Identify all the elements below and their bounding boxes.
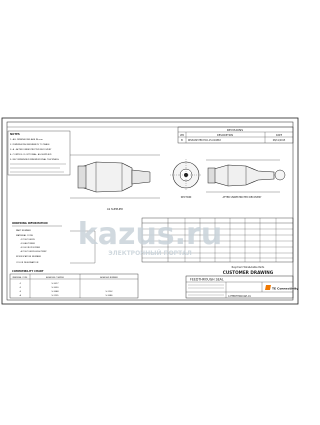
watermark-text: kazus.ru: [77, 217, 223, 252]
compat-r2-c2: S-1030: [51, 287, 59, 289]
rev-col-desc: DESCRIPTION: [216, 133, 234, 137]
ordering-line-5: -3 FLUOROPOLYMER: [20, 247, 41, 249]
part-title: FEEDTHROUGH SEAL: [190, 277, 224, 282]
notes-header: NOTES: [10, 133, 20, 136]
drawing-number: C-FEEDTHROUGH-01: [228, 294, 251, 298]
rev-col-date: DATE: [275, 133, 283, 137]
rev-row-date: 08/11/2015: [272, 139, 286, 142]
as-supplied-label: AS SUPPLIED: [106, 208, 124, 211]
rev-row-ltr: B: [181, 139, 183, 142]
compat-r4-c3: S-1086: [105, 295, 113, 297]
ordering-line-2: MATERIAL CODE: [16, 235, 33, 237]
customer-drawing-title: CUSTOMER DRAWING: [222, 270, 274, 275]
ordering-header: ORDERING INFORMATION: [12, 222, 48, 225]
note-5: 5. RECOMMENDED MINIMUM FINAL THICKNESS: [10, 159, 59, 161]
section-label: SECTION: [180, 196, 192, 199]
compat-r3-c3: S-1102: [105, 291, 113, 293]
compat-r1-c2: S-1017: [51, 283, 59, 285]
subtitle: Raychem Wire&Cable Parts: [231, 266, 265, 269]
compat-r3-c2: S-1048: [51, 291, 59, 293]
company-name: TE Connectivity: [272, 286, 299, 291]
note-4: 4. CONTROL IS OPTIONAL, AS SUPPLIED: [10, 154, 52, 156]
after-recovery-label: AFTER UNRESTRICTED RECOVERY: [222, 196, 262, 199]
ordering-line-7: MODIFICATION NUMBER: [16, 256, 41, 258]
revisions-header: REVISIONS: [226, 128, 244, 132]
note-2: 2. DIMENSIONS REFERENCE TO TABLE: [10, 144, 50, 146]
te-logo-icon: [265, 285, 271, 290]
compat-r2-c1: -2: [19, 287, 21, 289]
compat-col-1: MATERIAL CODE: [12, 276, 28, 279]
note-1: 1. ALL DIMENSIONS ARE IN mm: [10, 139, 43, 141]
compat-r3-c1: -3: [19, 291, 21, 293]
compat-header: COMPATIBILITY CHART: [12, 270, 44, 273]
ordering-line-6: -4 POLYOLEFIN HIGH TEMP: [20, 251, 47, 253]
compat-r1-c1: -1: [19, 283, 21, 285]
ordering-line-1: PART NUMBER: [16, 230, 31, 232]
ordering-line-3: -1 POLYOLEFIN: [20, 239, 35, 241]
ordering-line-4: -2 ELASTOMER: [20, 243, 35, 245]
watermark-sub: ЭЛЕКТРОННЫЙ ПОРТАЛ: [108, 250, 192, 257]
ordering-line-8: COLOR DESIGNATION: [16, 262, 39, 264]
compat-col-2: ADHESIVE COATING: [46, 276, 64, 279]
compat-r4-c1: -4: [19, 295, 21, 297]
compat-r4-c2: S-1125: [51, 295, 59, 297]
watermark: [78, 217, 222, 257]
rev-col-ltr: LTR: [179, 133, 185, 137]
note-3: 3. A - AFTER UNRESTRICTED RECOVERY: [10, 149, 52, 151]
rev-row-desc: RELEASE PER ECO-15-010863: [188, 139, 221, 142]
compat-col-3: ADHESIVE NUMBER: [100, 276, 118, 279]
